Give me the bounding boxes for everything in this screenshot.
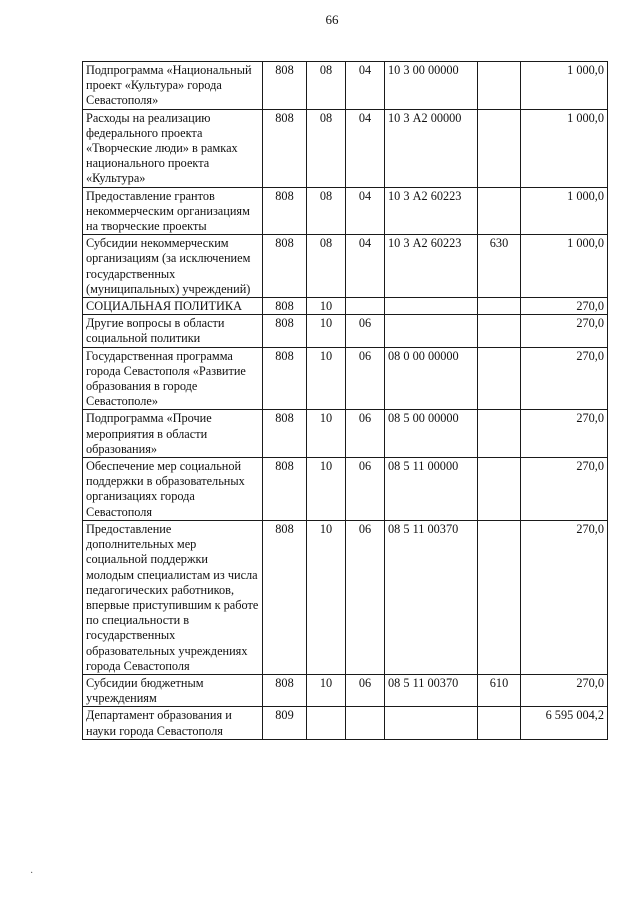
row-grbs: 808 xyxy=(263,674,307,706)
row-section: 10 xyxy=(307,674,346,706)
row-expense-type xyxy=(478,315,521,347)
table-row xyxy=(83,347,608,410)
row-expense-type xyxy=(478,520,521,674)
row-grbs: 808 xyxy=(263,410,307,458)
row-target-article: 10 3 А2 00000 xyxy=(385,109,478,187)
row-subsection: 04 xyxy=(346,109,385,187)
row-subsection xyxy=(346,707,385,739)
row-target-article: 10 3 00 00000 xyxy=(385,62,478,110)
row-subsection: 06 xyxy=(346,347,385,410)
row-section: 10 xyxy=(307,298,346,315)
row-expense-type xyxy=(478,109,521,187)
row-expense-type xyxy=(478,298,521,315)
row-grbs: 808 xyxy=(263,458,307,521)
row-grbs: 808 xyxy=(263,235,307,298)
table-row xyxy=(83,410,608,458)
row-amount: 1 000,0 xyxy=(521,62,608,110)
row-grbs: 808 xyxy=(263,347,307,410)
row-name: Подпрограмма «Прочие мероприятия в области образования» xyxy=(83,410,263,458)
row-name: СОЦИАЛЬНАЯ ПОЛИТИКА xyxy=(83,298,263,315)
row-expense-type xyxy=(478,187,521,235)
row-subsection xyxy=(346,298,385,315)
row-amount: 1 000,0 xyxy=(521,109,608,187)
row-subsection: 06 xyxy=(346,410,385,458)
row-grbs: 808 xyxy=(263,315,307,347)
table-row xyxy=(83,298,608,315)
row-amount: 270,0 xyxy=(521,347,608,410)
row-section: 10 xyxy=(307,315,346,347)
row-subsection: 06 xyxy=(346,520,385,674)
row-target-article xyxy=(385,298,478,315)
row-amount: 6 595 004,2 xyxy=(521,707,608,739)
scan-speck: · xyxy=(30,868,34,879)
row-name: Предоставление грантов некоммерческим организациям на творческие проекты xyxy=(83,187,263,235)
row-grbs: 808 xyxy=(263,109,307,187)
row-section: 08 xyxy=(307,187,346,235)
row-subsection: 04 xyxy=(346,235,385,298)
row-subsection: 04 xyxy=(346,187,385,235)
row-target-article: 10 3 А2 60223 xyxy=(385,187,478,235)
budget-table xyxy=(82,61,608,740)
row-name: Субсидии некоммерческим организациям (за исключением государственных (муниципальных) учреждений) xyxy=(83,235,263,298)
row-subsection: 06 xyxy=(346,458,385,521)
row-expense-type xyxy=(478,458,521,521)
row-target-article: 08 5 11 00370 xyxy=(385,674,478,706)
row-grbs: 808 xyxy=(263,520,307,674)
row-amount: 270,0 xyxy=(521,315,608,347)
table-row xyxy=(83,235,608,298)
row-amount: 270,0 xyxy=(521,674,608,706)
row-subsection: 06 xyxy=(346,315,385,347)
table-row xyxy=(83,315,608,347)
row-target-article xyxy=(385,707,478,739)
table-row xyxy=(83,458,608,521)
table-row xyxy=(83,62,608,110)
row-section: 10 xyxy=(307,347,346,410)
row-section xyxy=(307,707,346,739)
page-number: 66 xyxy=(325,12,339,27)
row-name: Субсидии бюджетным учреждениям xyxy=(83,674,263,706)
row-name: Подпрограмма «Национальный проект «Культура» города Севастополя» xyxy=(83,62,263,110)
row-target-article: 08 5 00 00000 xyxy=(385,410,478,458)
row-name: Департамент образования и науки города Севастополя xyxy=(83,707,263,739)
table-row xyxy=(83,109,608,187)
row-expense-type xyxy=(478,347,521,410)
row-subsection: 04 xyxy=(346,62,385,110)
row-target-article: 08 5 11 00000 xyxy=(385,458,478,521)
row-grbs: 808 xyxy=(263,187,307,235)
row-grbs: 809 xyxy=(263,707,307,739)
table-row xyxy=(83,707,608,739)
row-name: Предоставление дополнительных мер социальной поддержки молодым специалистам из числа педагогических работников, впервые приступившим к работе по специальности в государственных образовательных учреждениях города Севастополя xyxy=(83,520,263,674)
row-subsection: 06 xyxy=(346,674,385,706)
row-expense-type: 610 xyxy=(478,674,521,706)
row-grbs: 808 xyxy=(263,62,307,110)
row-name: Обеспечение мер социальной поддержки в образовательных организациях города Севастополя xyxy=(83,458,263,521)
row-section: 08 xyxy=(307,235,346,298)
row-expense-type xyxy=(478,62,521,110)
row-amount: 1 000,0 xyxy=(521,187,608,235)
row-amount: 1 000,0 xyxy=(521,235,608,298)
table-row xyxy=(83,520,608,674)
row-expense-type xyxy=(478,410,521,458)
row-expense-type: 630 xyxy=(478,235,521,298)
row-section: 08 xyxy=(307,62,346,110)
row-name: Расходы на реализацию федерального проекта «Творческие люди» в рамках национального проекта «Культура» xyxy=(83,109,263,187)
row-target-article: 08 0 00 00000 xyxy=(385,347,478,410)
row-target-article: 08 5 11 00370 xyxy=(385,520,478,674)
table-row xyxy=(83,674,608,706)
row-target-article: 10 3 А2 60223 xyxy=(385,235,478,298)
table-row xyxy=(83,187,608,235)
row-section: 10 xyxy=(307,410,346,458)
row-name: Государственная программа города Севастополя «Развитие образования в городе Севастополе» xyxy=(83,347,263,410)
row-amount: 270,0 xyxy=(521,458,608,521)
row-section: 10 xyxy=(307,458,346,521)
row-amount: 270,0 xyxy=(521,520,608,674)
row-expense-type xyxy=(478,707,521,739)
row-amount: 270,0 xyxy=(521,410,608,458)
row-section: 10 xyxy=(307,520,346,674)
row-target-article xyxy=(385,315,478,347)
row-name: Другие вопросы в области социальной политики xyxy=(83,315,263,347)
row-amount: 270,0 xyxy=(521,298,608,315)
row-grbs: 808 xyxy=(263,298,307,315)
row-section: 08 xyxy=(307,109,346,187)
